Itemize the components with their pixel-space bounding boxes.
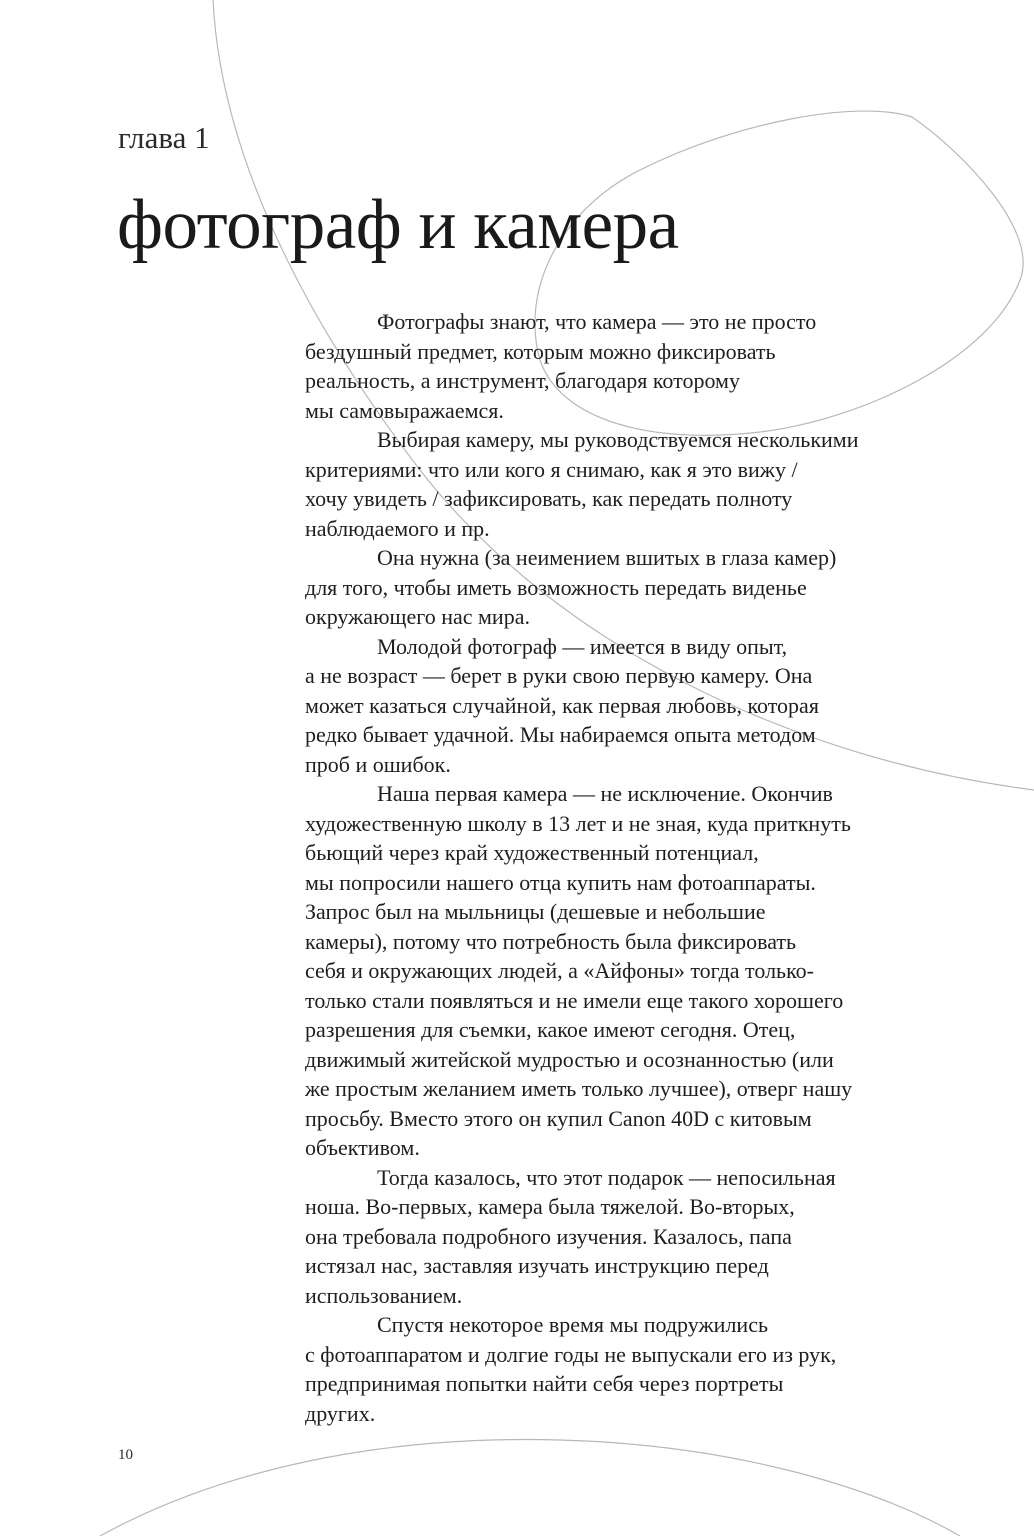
text-line: Она нужна (за неимением вшитых в глаза камер) (377, 545, 837, 570)
text-line: Наша первая камера — не исключение. Окончив (377, 781, 833, 806)
text-line: а не возраст — берет в руки свою первую камеру. Она (305, 663, 813, 688)
text-line: окружающего нас мира. (305, 604, 530, 629)
text-line: мы попросили нашего отца купить нам фотоаппараты. (305, 869, 816, 895)
text-line: наблюдаемого и пр. (305, 515, 490, 541)
decorative-curve-bottom (100, 1440, 960, 1536)
text-line: редко бывает удачной. Мы набираемся опыта методом (305, 722, 816, 747)
text-line: же простым желанием иметь только лучшее), отверг нашу (305, 1076, 853, 1101)
body-text (305, 307, 955, 1428)
text-line: объективом. (305, 1135, 420, 1160)
text-line: Спустя некоторое время мы подружились (377, 1312, 769, 1337)
text-line: она требовала подробного изучения. Казалось, папа (305, 1223, 792, 1249)
text-line: бьющий через край художественный потенциал, (305, 840, 759, 865)
text-line: использованием. (305, 1282, 463, 1308)
chapter-title: фотограф и камера (117, 186, 679, 264)
text-line: просьбу. Вместо этого он купил Canon 40D с китовым (305, 1105, 812, 1131)
text-line: Выбирая камеру, мы руководствуемся несколькими (377, 427, 859, 452)
text-line: может казаться случайной, как первая любовь, которая (305, 692, 819, 718)
text-line: истязал нас, заставляя изучать инструкцию перед (305, 1253, 769, 1278)
text-line: Тогда казалось, что этот подарок — непосильная (377, 1164, 836, 1190)
text-line: Молодой фотограф — имеется в виду опыт, (377, 633, 788, 659)
text-line: критериями: что или кого я снимаю, как я это вижу / (305, 456, 798, 482)
text-line: ноша. Во-первых, камера была тяжелой. Во-вторых, (305, 1194, 795, 1219)
paragraph (305, 779, 955, 1163)
text-line: себя и окружающих людей, а «Айфоны» тогда только- (305, 958, 814, 983)
text-line: проб и ошибок. (305, 751, 451, 777)
text-line: хочу увидеть / зафиксировать, как передать полноту (305, 486, 793, 511)
text-line: для того, чтобы иметь возможность передать виденье (305, 574, 807, 600)
text-line: реальность, а инструмент, благодаря которому (305, 368, 740, 393)
paragraph (305, 543, 955, 632)
text-line: камеры), потому что потребность была фиксировать (305, 928, 797, 954)
paragraph (305, 1163, 955, 1311)
text-line: художественную школу в 13 лет и не зная, куда приткнуть (305, 810, 851, 836)
page-number: 10 (118, 1447, 133, 1463)
paragraph (305, 425, 955, 543)
text-line: Фотографы знают, что камера — это не просто (377, 309, 817, 334)
text-line: других. (305, 1400, 376, 1426)
text-line: с фотоаппаратом и долгие годы не выпускали его из рук, (305, 1341, 837, 1367)
paragraph (305, 632, 955, 780)
paragraph (305, 1310, 955, 1428)
paragraph (305, 307, 955, 425)
text-line: Запрос был на мыльницы (дешевые и небольшие (305, 899, 766, 924)
text-line: мы самовыражаемся. (305, 397, 504, 423)
text-line: бездушный предмет, которым можно фиксировать (305, 338, 776, 364)
text-line: движимый житейской мудростью и осознанностью (или (305, 1046, 834, 1072)
text-line: предпринимая попытки найти себя через портреты (305, 1371, 784, 1396)
text-line: разрешения для съемки, какое имеют сегодня. Отец, (305, 1017, 796, 1042)
chapter-number: глава 1 (118, 120, 210, 155)
text-line: только стали появляться и не имели еще такого хорошего (305, 987, 844, 1013)
